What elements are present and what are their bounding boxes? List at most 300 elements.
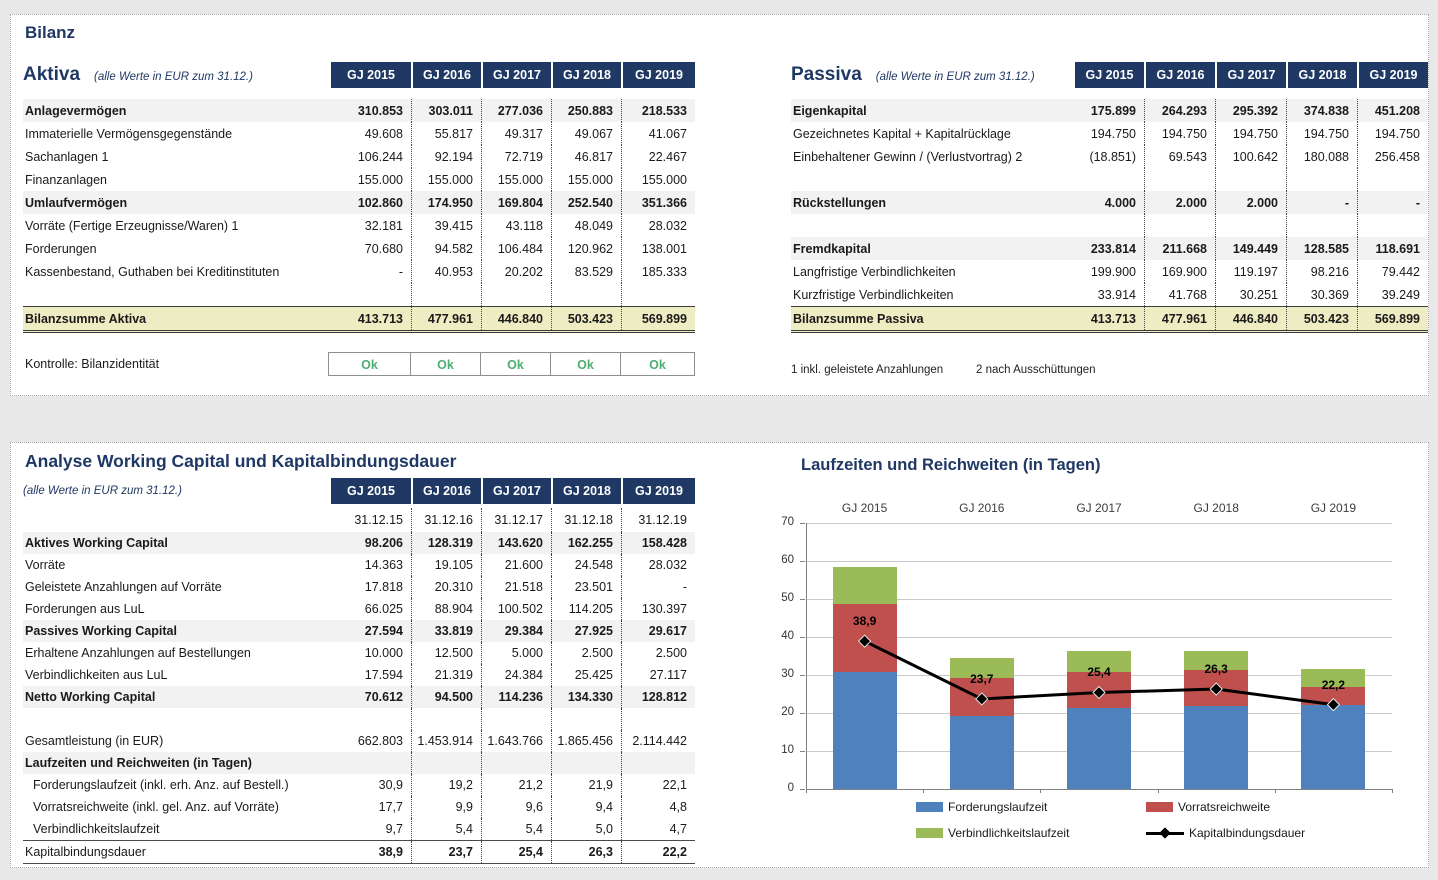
value-cell: 39.415 <box>411 214 481 237</box>
value-cell: 22.467 <box>621 145 695 168</box>
value-cell: 28.032 <box>621 554 695 576</box>
value-cell <box>1144 168 1215 191</box>
value-cell: 503.423 <box>1286 307 1357 330</box>
y-axis-label: 0 <box>787 782 794 794</box>
table-row <box>791 191 1428 214</box>
analysis-table <box>23 478 695 864</box>
year-header: GJ 2015 <box>329 478 411 504</box>
value-cell: 169.900 <box>1144 260 1215 283</box>
line-data-label: 26,3 <box>1204 662 1228 677</box>
control-label: Kontrolle: Bilanzidentität <box>25 357 160 371</box>
value-cell: 194.750 <box>1144 122 1215 145</box>
row-label: Finanzanlagen <box>25 172 108 187</box>
category-label: GJ 2017 <box>1076 501 1122 515</box>
control-ok-cell: Ok <box>550 352 621 376</box>
value-cell: 155.000 <box>551 168 621 191</box>
value-cell: 155.000 <box>411 168 481 191</box>
value-cell: 180.088 <box>1286 145 1357 168</box>
section-title: Aktiva <box>23 64 81 85</box>
year-header: GJ 2015 <box>1073 62 1144 88</box>
table-body <box>23 99 695 333</box>
value-cell: (18.851) <box>1089 149 1136 164</box>
table-row <box>23 730 695 752</box>
table-row <box>23 752 695 774</box>
value-cell: 9,6 <box>481 796 551 818</box>
value-cell: 155.000 <box>481 168 551 191</box>
value-cell: 4,7 <box>621 818 695 840</box>
legend-swatch <box>916 828 943 838</box>
value-cell <box>411 283 481 306</box>
legend-label: Forderungslaufzeit <box>948 800 1048 814</box>
row-label: Einbehaltener Gewinn / (Verlustvortrag) 2 <box>793 149 1023 164</box>
y-axis-label: 40 <box>781 630 794 642</box>
value-cell: 27.594 <box>364 624 403 638</box>
table-row <box>23 576 695 598</box>
value-cell: 98.206 <box>364 536 403 550</box>
value-cell: 303.011 <box>411 99 481 122</box>
row-label: Geleistete Anzahlungen auf Vorräte <box>25 580 222 594</box>
row-label: Laufzeiten und Reichweiten (in Tagen) <box>25 756 252 770</box>
table-row <box>23 306 695 333</box>
value-cell: 446.840 <box>1215 307 1286 330</box>
table-row <box>791 283 1428 306</box>
value-cell: 49.317 <box>481 122 551 145</box>
value-cell: 14.363 <box>364 558 403 572</box>
y-axis-label: 20 <box>781 706 794 718</box>
value-cell <box>1286 168 1357 191</box>
row-label: Kapitalbindungsdauer <box>25 845 146 859</box>
legend-label: Kapitalbindungsdauer <box>1189 826 1306 840</box>
bilanz-panel <box>10 14 1429 396</box>
year-header: GJ 2016 <box>1144 62 1215 88</box>
value-cell: 43.118 <box>481 214 551 237</box>
value-cell: 20.202 <box>481 260 551 283</box>
value-cell <box>411 708 481 730</box>
value-cell: 130.397 <box>621 598 695 620</box>
analysis-title: Analyse Working Capital und Kapitalbindungsdauer <box>25 451 457 471</box>
year-header: GJ 2019 <box>621 62 695 88</box>
value-cell: 374.838 <box>1286 99 1357 122</box>
value-cell: 21.600 <box>481 554 551 576</box>
date-cell: 31.12.17 <box>481 508 551 532</box>
table-row <box>23 237 695 260</box>
value-cell: 17.594 <box>364 668 403 682</box>
legend-item-vorratsreichweite <box>1146 800 1270 814</box>
aktiva-table <box>23 62 695 333</box>
value-cell <box>621 752 695 774</box>
table-body <box>791 99 1428 333</box>
row-label: Bilanzsumme Aktiva <box>25 311 147 326</box>
control-ok-cell: Ok <box>480 352 551 376</box>
date-cell: 31.12.16 <box>411 508 481 532</box>
row-label: Gezeichnetes Kapital + Kapitalrücklage <box>793 126 1011 141</box>
row-label: Kurzfristige Verbindlichkeiten <box>793 287 954 302</box>
laufzeiten-chart <box>756 448 1424 866</box>
row-label: Vorräte <box>25 558 66 572</box>
row-label: Passives Working Capital <box>25 624 177 638</box>
table-row <box>23 99 695 122</box>
value-cell: 21.319 <box>411 664 481 686</box>
table-header-row <box>23 478 695 504</box>
value-cell: 39.249 <box>1357 283 1428 306</box>
legend-label: Verbindlichkeitslaufzeit <box>948 826 1070 840</box>
value-cell: 446.840 <box>481 307 551 330</box>
y-axis-tick <box>800 751 805 752</box>
value-cell <box>551 752 621 774</box>
value-cell: 194.750 <box>1090 126 1136 141</box>
table-body <box>23 508 695 864</box>
value-cell: 477.961 <box>1144 307 1215 330</box>
value-cell: 175.899 <box>1090 103 1136 118</box>
row-label: Bilanzsumme Passiva <box>793 311 924 326</box>
value-cell: 134.330 <box>551 686 621 708</box>
value-cell <box>1357 168 1428 191</box>
value-cell: 30.251 <box>1215 283 1286 306</box>
table-row <box>23 774 695 796</box>
legend-swatch <box>1146 802 1173 812</box>
value-cell: 310.853 <box>357 103 403 118</box>
value-cell: 79.442 <box>1357 260 1428 283</box>
value-cell: 100.502 <box>481 598 551 620</box>
value-cell: 4,8 <box>621 796 695 818</box>
value-cell: 21,9 <box>551 774 621 796</box>
value-cell: 114.205 <box>551 598 621 620</box>
value-cell: 94.582 <box>411 237 481 260</box>
y-axis-label: 10 <box>781 744 794 756</box>
value-cell: 20.310 <box>411 576 481 598</box>
row-label: Forderungen aus LuL <box>25 602 145 616</box>
row-label: Vorräte (Fertige Erzeugnisse/Waren) 1 <box>25 218 239 233</box>
value-cell: 32.181 <box>364 218 403 233</box>
value-cell: 1.453.914 <box>411 730 481 752</box>
value-cell: 199.900 <box>1090 264 1136 279</box>
value-cell: 33.914 <box>1097 287 1136 302</box>
value-cell: 155.000 <box>621 168 695 191</box>
row-label: Kassenbestand, Guthaben bei Kreditinstituten <box>25 264 280 279</box>
value-cell: 277.036 <box>481 99 551 122</box>
control-row <box>23 352 695 376</box>
value-cell: 211.668 <box>1144 237 1215 260</box>
value-cell: 413.713 <box>1090 311 1136 326</box>
y-axis-label: 50 <box>781 592 794 604</box>
value-cell: 194.750 <box>1357 122 1428 145</box>
value-cell: 24.548 <box>551 554 621 576</box>
table-row <box>23 145 695 168</box>
date-cell: 31.12.18 <box>551 508 621 532</box>
table-row <box>23 554 695 576</box>
value-cell: 295.392 <box>1215 99 1286 122</box>
value-cell: 194.750 <box>1286 122 1357 145</box>
category-label: GJ 2015 <box>841 501 888 515</box>
value-cell: 29.617 <box>621 620 695 642</box>
value-cell: 2.114.442 <box>621 730 695 752</box>
category-label: GJ 2019 <box>1310 501 1357 515</box>
value-cell: 252.540 <box>551 191 621 214</box>
year-header: GJ 2018 <box>1286 62 1357 88</box>
year-header: GJ 2015 <box>329 62 411 88</box>
value-cell: 1.643.766 <box>481 730 551 752</box>
working-capital-panel <box>10 442 1429 868</box>
value-cell: 41.067 <box>621 122 695 145</box>
value-cell <box>1144 214 1215 237</box>
table-header-row <box>791 62 1428 88</box>
year-header: GJ 2017 <box>481 478 551 504</box>
chart-title: Laufzeiten und Reichweiten (in Tagen) <box>801 456 1101 474</box>
dates-row <box>23 508 695 532</box>
value-cell: 25.425 <box>551 664 621 686</box>
value-cell: 2.000 <box>1215 191 1286 214</box>
value-cell <box>551 708 621 730</box>
table-row <box>791 145 1428 168</box>
value-cell: 143.620 <box>481 532 551 554</box>
value-cell: 21.518 <box>481 576 551 598</box>
value-cell: 451.208 <box>1357 99 1428 122</box>
value-cell <box>1357 214 1428 237</box>
value-cell: 102.860 <box>357 195 403 210</box>
value-cell: - <box>621 576 695 598</box>
value-cell: 24.384 <box>481 664 551 686</box>
value-cell: 12.500 <box>411 642 481 664</box>
value-cell: 155.000 <box>357 172 403 187</box>
value-cell: 9,9 <box>411 796 481 818</box>
value-cell: 174.950 <box>411 191 481 214</box>
table-row <box>23 168 695 191</box>
value-cell: 33.819 <box>411 620 481 642</box>
section-subtitle: (alle Werte in EUR zum 31.12.) <box>23 485 182 497</box>
y-axis-tick <box>800 523 805 524</box>
value-cell: 120.962 <box>551 237 621 260</box>
table-row <box>23 122 695 145</box>
table-header-row <box>23 62 695 88</box>
year-header: GJ 2017 <box>481 62 551 88</box>
page-title: Bilanz <box>25 23 76 42</box>
value-cell: 138.001 <box>621 237 695 260</box>
y-axis-tick <box>800 599 805 600</box>
value-cell: 4.000 <box>1104 195 1136 210</box>
table-row <box>23 532 695 554</box>
value-cell: 48.049 <box>551 214 621 237</box>
value-cell: 106.484 <box>481 237 551 260</box>
control-ok-cell: Ok <box>620 352 695 376</box>
table-title-cell <box>23 485 329 497</box>
value-cell <box>621 708 695 730</box>
value-cell: 98.216 <box>1286 260 1357 283</box>
value-cell: 94.500 <box>411 686 481 708</box>
value-cell: 22,2 <box>621 841 695 863</box>
value-cell <box>1286 214 1357 237</box>
legend-item-verbindlichkeitslaufzeit <box>916 826 1069 840</box>
passiva-table <box>791 62 1428 333</box>
value-cell: 66.025 <box>364 602 403 616</box>
value-cell: 662.803 <box>357 734 403 748</box>
value-cell <box>411 752 481 774</box>
value-cell: 9,7 <box>385 822 403 836</box>
year-header: GJ 2018 <box>551 62 621 88</box>
legend-diamond <box>1159 827 1170 838</box>
section-subtitle: (alle Werte in EUR zum 31.12.) <box>875 71 1035 83</box>
value-cell <box>1215 214 1286 237</box>
date-cell: 31.12.19 <box>621 508 695 532</box>
row-label: Langfristige Verbindlichkeiten <box>793 264 956 279</box>
value-cell: 70.612 <box>364 690 403 704</box>
value-cell: 5,4 <box>481 818 551 840</box>
value-cell <box>621 283 695 306</box>
value-cell: 5,4 <box>411 818 481 840</box>
value-cell: 185.333 <box>621 260 695 283</box>
table-title-cell <box>791 64 1073 86</box>
row-label: Umlaufvermögen <box>25 195 128 210</box>
value-cell: 19,2 <box>411 774 481 796</box>
row-label: Immaterielle Vermögensgegenstände <box>25 126 233 141</box>
value-cell: 92.194 <box>411 145 481 168</box>
row-label: Forderungen <box>25 241 97 256</box>
value-cell: 2.500 <box>551 642 621 664</box>
value-cell: 194.750 <box>1215 122 1286 145</box>
value-cell: 17,7 <box>378 800 403 814</box>
value-cell: 2.500 <box>621 642 695 664</box>
value-cell <box>329 708 411 730</box>
value-cell: 40.953 <box>411 260 481 283</box>
table-row <box>23 664 695 686</box>
value-cell <box>481 708 551 730</box>
year-header: GJ 2018 <box>551 478 621 504</box>
value-cell: 30.369 <box>1286 283 1357 306</box>
value-cell: 22,1 <box>621 774 695 796</box>
value-cell: 23,7 <box>411 841 481 863</box>
legend-item-forderungslaufzeit <box>916 800 1047 814</box>
balance-check-row <box>23 352 695 376</box>
value-cell: 21,2 <box>481 774 551 796</box>
value-cell <box>481 283 551 306</box>
value-cell: - <box>398 264 403 279</box>
line-data-label: 38,9 <box>852 614 877 629</box>
value-cell <box>481 752 551 774</box>
category-label: GJ 2016 <box>959 501 1005 515</box>
value-cell: 49.608 <box>364 126 403 141</box>
value-cell <box>329 283 411 306</box>
section-subtitle: (alle Werte in EUR zum 31.12.) <box>94 71 253 83</box>
value-cell: 19.105 <box>411 554 481 576</box>
value-cell: 477.961 <box>411 307 481 330</box>
value-cell: 162.255 <box>551 532 621 554</box>
control-ok-cell: Ok <box>328 352 411 376</box>
legend-swatch <box>916 802 943 812</box>
row-label: Sachanlagen 1 <box>25 149 109 164</box>
row-label: Vorratsreichweite (inkl. gel. Anz. auf Vorräte) <box>33 800 279 814</box>
row-label: Erhaltene Anzahlungen auf Bestellungen <box>25 646 251 660</box>
line-data-label: 23,7 <box>970 671 994 686</box>
row-label: Fremdkapital <box>793 241 871 256</box>
value-cell: 128.319 <box>411 532 481 554</box>
row-label: Forderungslaufzeit (inkl. erh. Anz. auf Bestell.) <box>33 778 289 792</box>
legend-label: Vorratsreichweite <box>1178 800 1271 814</box>
value-cell <box>329 752 411 774</box>
table-row <box>791 99 1428 122</box>
table-row <box>791 237 1428 260</box>
value-cell: 28.032 <box>621 214 695 237</box>
value-cell: 413.713 <box>357 311 403 326</box>
value-cell: 29.384 <box>481 620 551 642</box>
value-cell: 169.804 <box>481 191 551 214</box>
line-data-label: 25,4 <box>1087 665 1111 680</box>
y-axis-label: 70 <box>781 516 794 528</box>
row-label: Gesamtleistung (in EUR) <box>25 734 164 748</box>
table-row <box>23 191 695 214</box>
value-cell <box>1215 168 1286 191</box>
value-cell: 106.244 <box>357 149 403 164</box>
year-header: GJ 2017 <box>1215 62 1286 88</box>
value-cell: 218.533 <box>621 99 695 122</box>
value-cell: - <box>1286 191 1357 214</box>
value-cell: 2.000 <box>1144 191 1215 214</box>
table-row <box>23 214 695 237</box>
y-axis-tick <box>800 713 805 714</box>
row-label: Verbindlichkeiten aus LuL <box>25 668 168 682</box>
table-row <box>791 260 1428 283</box>
x-axis-tick <box>1392 789 1393 793</box>
value-cell: 25,4 <box>481 841 551 863</box>
table-row <box>23 708 695 730</box>
value-cell: 23.501 <box>551 576 621 598</box>
y-axis-tick <box>800 637 805 638</box>
value-cell: 128.812 <box>621 686 695 708</box>
value-cell: 114.236 <box>481 686 551 708</box>
value-cell: 569.899 <box>1357 307 1428 330</box>
value-cell: 46.817 <box>551 145 621 168</box>
value-cell: 158.428 <box>621 532 695 554</box>
value-cell: 100.642 <box>1215 145 1286 168</box>
value-cell <box>1073 214 1144 237</box>
y-axis-tick <box>800 789 805 790</box>
row-label: Verbindlichkeitslaufzeit <box>33 822 160 836</box>
y-axis-label: 30 <box>781 668 794 680</box>
table-row <box>23 598 695 620</box>
value-cell: 26,3 <box>551 841 621 863</box>
line-data-label: 22,2 <box>1321 677 1346 692</box>
value-cell: 27.117 <box>621 664 695 686</box>
value-cell: 49.067 <box>551 122 621 145</box>
table-row <box>791 122 1428 145</box>
year-header: GJ 2019 <box>621 478 695 504</box>
value-cell: 118.691 <box>1357 237 1428 260</box>
year-header: GJ 2016 <box>411 62 481 88</box>
value-cell: 9,4 <box>551 796 621 818</box>
row-label: Rückstellungen <box>793 195 887 210</box>
row-label: Anlagevermögen <box>25 103 127 118</box>
year-header: GJ 2016 <box>411 478 481 504</box>
value-cell: 38,9 <box>378 845 403 859</box>
table-row <box>23 686 695 708</box>
value-cell: 83.529 <box>551 260 621 283</box>
value-cell: 149.449 <box>1215 237 1286 260</box>
value-cell: 88.904 <box>411 598 481 620</box>
section-title: Passiva <box>791 64 862 85</box>
table-row <box>791 168 1428 191</box>
legend-line-glyph <box>1146 832 1184 835</box>
table-row <box>23 283 695 306</box>
table-title-cell <box>23 64 329 86</box>
y-axis-tick <box>800 561 805 562</box>
table-row <box>23 260 695 283</box>
table-row <box>23 642 695 664</box>
date-cell: 31.12.15 <box>354 513 403 527</box>
control-ok-cell: Ok <box>410 352 481 376</box>
value-cell: 233.814 <box>1090 241 1136 256</box>
value-cell: 5.000 <box>481 642 551 664</box>
value-cell: 119.197 <box>1215 260 1286 283</box>
footnote-1: 1 inkl. geleistete Anzahlungen <box>791 364 944 376</box>
value-cell: 256.458 <box>1357 145 1428 168</box>
